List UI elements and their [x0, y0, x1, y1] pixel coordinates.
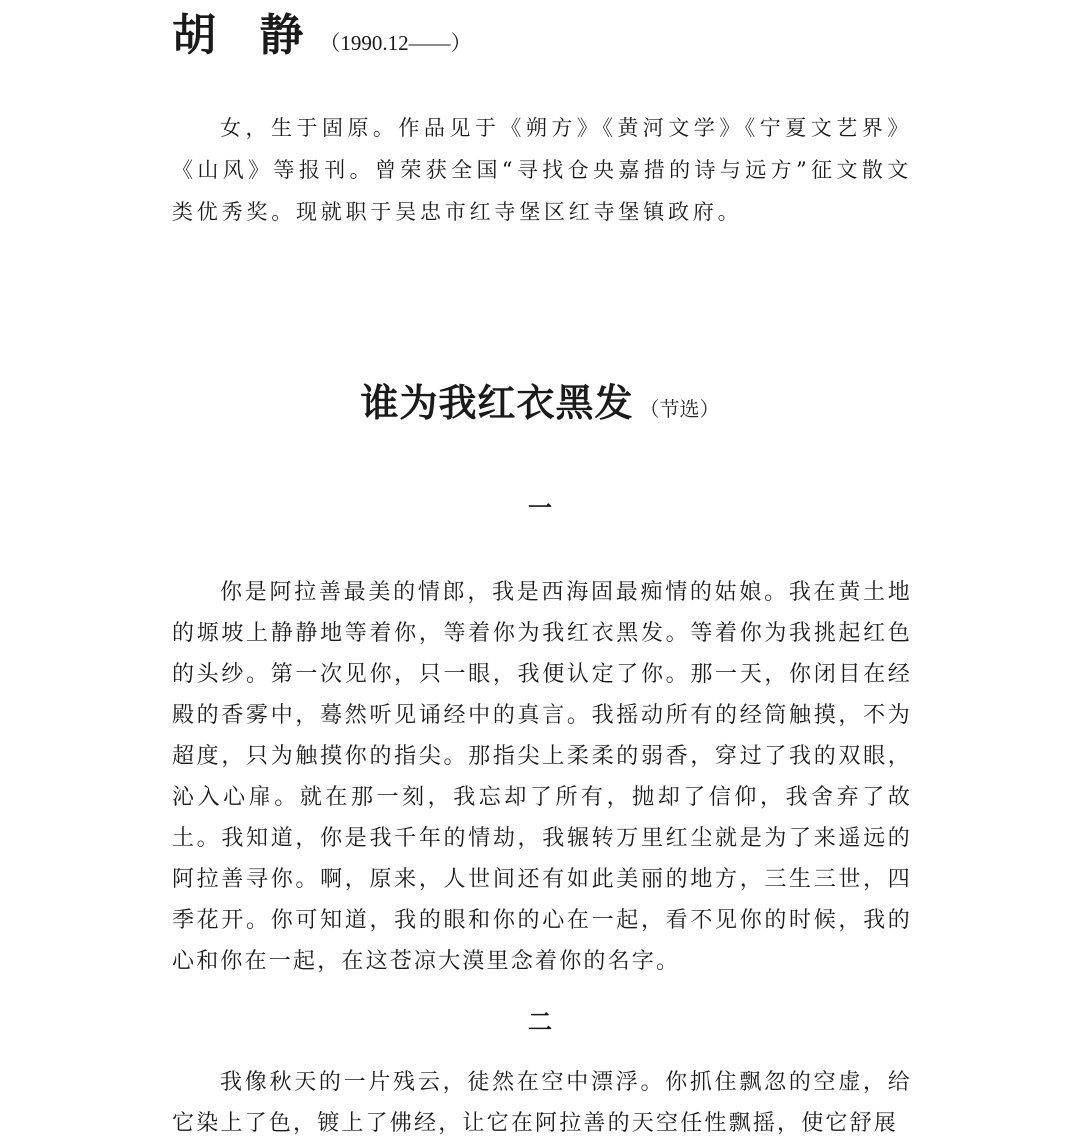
article-title: 谁为我红衣黑发 [360, 380, 634, 425]
author-name: 胡 静 [172, 10, 318, 61]
section-heading-1: 一 [528, 493, 552, 522]
author-dates: （1990.12——） [319, 31, 472, 55]
section-text-2: 我像秋天的一片残云，徒然在空中漂浮。你抓住飘忽的空虚，给它染上了色，镀上了佛经，让它在阿拉善的天空任性飘摇，使它舒展 [172, 1070, 912, 1136]
section-text-1: 你是阿拉善最美的情郎，我是西海固最痴情的姑娘。我在黄土地的塬坡上静静地等着你，等着你为我红衣黑发。等着你为我挑起红色的头纱。第一次见你，只一眼，我便认定了你。那一天，你闭目在经殿的香雾中，蓦然听见诵经中的真言。我摇动所有的经筒触摸，不为超度，只为触摸你的指尖。那指尖上柔柔的弱香，穿过了我的双眼，沁入心扉。就在那一刻，我忘却了所有，抛却了信仰，我舍弃了故土。我知道，你是我千年的情劫，我辗转万里红尘就是为了来遥远的阿拉善寻你。啊，原来，人世间还有如此美丽的地方，三生三世，四季花开。你可知道，我的眼和你的心在一起，看不见你的时候，我的心和你在一起，在这苍凉大漠里念着你的名字。 [172, 580, 912, 974]
article-title-block [0, 372, 1080, 427]
article-excerpt-note: （节选） [639, 397, 720, 421]
section-heading-2: 二 [528, 1007, 552, 1036]
author-bio: 女，生于固原。作品见于《朔方》《黄河文学》《宁夏文艺界》《山风》等报刊。曾荣获全国“寻找仓央嘉措的诗与远方”征文散文类优秀奖。现就职于吴忠市红寺堡区红寺堡镇政府。 [172, 116, 912, 224]
author-header [172, 4, 912, 68]
